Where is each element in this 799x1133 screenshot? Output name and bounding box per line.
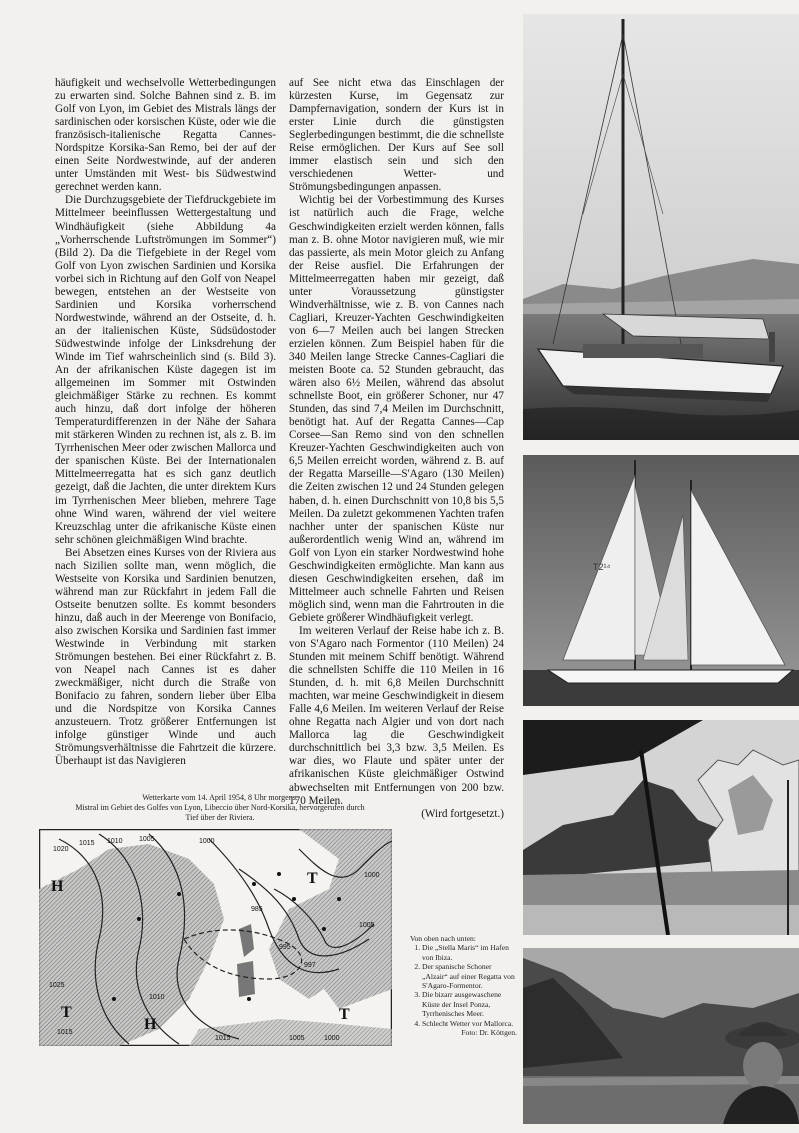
article-paragraph: Bei Absetzen eines Kurses von der Riviera aus nach Sizilien sollte man, wenn möglich, die Westseite von Korsika und Sardinien benutzen, während man zur Rückfahrt in jedem Fall die Ostseite benutzen sollte. Es kommt besonders hinzu, daß auch in der Meerenge von Bonifacio, also zwischen Korsika und Sardinien fast immer Westwinde in Verbindung mit starken Strömungen bestehen. Bei einer Rückfahrt z. B. von Neapel nach Cannes ist es daher zweckmäßiger, nicht durch die Straße von Bonifacio zu fahren, sondern lieber über Elba und die Nordspitze von Korsika Cannes anzusteuern. Trotz größerer Entfernungen ist infolge günstiger Winde und auch Strömungsverhältnisse die Fahrtzeit die kürzere. Überhaupt ist das Navigieren [55,546,276,768]
sardinia-island [237,961,255,997]
photo-captions-list [410,943,517,1028]
low-pressure-symbol: T [61,1004,72,1021]
photo-credit: Foto: Dr. Köttgen. [461,1028,517,1038]
article-paragraph: Wichtig bei der Vorbestimmung des Kurses ist natürlich auch die Frage, welche Geschwindigkeiten erzielt werden können, falls man z. B. ohne Motor navigieren muß, wie mir das passierte, als mein Motor gleich zu Anfang der Reise ausfiel. Die Erfahrungen der Mittelmeerregatten haben mir gezeigt, daß unter Voraussetzung günstigster Windverhältnisse, wie z. B. von Cannes nach Cagliari, Kreuzer-Yachten Geschwindigkeiten von 6—7 Meilen auch bei langen Strecken erzielen können. Zum Beispiel haben für die 340 Meilen lange Strecke Cannes-Cagliari die meisten Boote ca. 52 Stunden gebraucht, das wären also 6½ Meilen, während das absolut schnellste Boot, ein größerer Schoner, nur 47 Stunden, das sind 7,4 Meilen im Durchschnitt, benötigt hat. Auf der Regatta Cannes—Cap Corsee—San Remo sind von den schnellen Kreuzer-Yachten Geschwindigkeiten auch von 6,5 Meilen erreicht worden, während z. B. auf der Regatta Marseille—S'Agaro (130 Meilen) die Zeiten zwischen 12 und 24 Stunden gelegen haben, d. h. einen Durchschnitt von 10,8 bis 5,5 Meilen. Da zuletzt gekommenen Yachten trafen nachher unter der spanischen Küste nur außerordentlich wenig Wind an, während im Golf von Lyon ein starker Nordwestwind hohe Geschwindigkeiten ermöglichte. Man kann aus diesen Geschwindigkeiten ersehen, daß im Mittelmeer auch schnelle Fahrten und Reisen möglich sind, wenn man die Fahrtrouten in die Gebiete größerer Windhäufigkeit verlegt. [289,194,504,624]
high-pressure-symbol: H [51,878,64,895]
photo-caption-item: 4. Schlecht Wetter vor Mallorca. [422,1019,517,1028]
isobar-label: 1005 [359,922,375,929]
photo-caption-item: 3. Die bizarr ausgewaschene Küste der Insel Ponza, Tyrrhenisches Meer. [422,990,517,1018]
photo-schooner-alzair [523,455,799,706]
photo-caption-item: 2. Der spanische Schoner „Alzair“ auf einer Regatta von S'Agaro-Formentor. [422,962,517,990]
isobar-label: 1010 [149,994,165,1001]
photo-yacht-ibiza [523,14,799,440]
weather-map-caption [70,793,370,823]
isobar-label: 1015 [57,1029,73,1036]
weather-map-caption-title: Wetterkarte vom 14. April 1954, 8 Uhr morgens. [142,793,298,802]
ponza-coast-image [523,720,799,935]
continued-note: (Wird fortgesetzt.) [421,807,504,820]
schooner-image [523,455,799,706]
isobar-label: 1005 [289,1035,305,1042]
photo-ponza-coast [523,720,799,935]
isobar-label: 1015 [215,1035,231,1042]
mallorca-weather-image [523,948,799,1124]
low-pressure-symbol: T [307,870,318,887]
isobar-label: 985 [251,906,263,913]
isobar-label: 1015 [79,840,95,847]
isobar-label: 1000 [364,872,380,879]
weather-map-caption-text: Mistral im Gebiet des Golfes von Lyon, Libeccio über Nord-Korsika, hervorgerufen durch Tief über der Riviera. [75,803,365,822]
article-column-2 [289,77,504,821]
high-pressure-symbol: H [144,1016,157,1033]
isobar-label: 1020 [53,846,69,853]
isobar-label: 997 [304,962,316,969]
article-column-1 [55,77,276,768]
isobar-label: 1000 [199,838,215,845]
article-paragraph: häufigkeit und wechselvolle Wetterbedingungen zu erwarten sind. Solche Bahnen sind z. B. im Golf von Lyon, im Gebiet des Mistrals längs der sardinischen oder korsischen Küste, oder wie die französisch-italienische Regatta Cannes-Nordspitze Korsika-San Remo, bei der auf der einen Seite Nordwestwinde, auf der anderen unter Umständen mit West- bis Südwestwind gerechnet werden kann. [55,77,276,194]
isobar-label: 1010 [107,838,123,845]
low-pressure-symbol: T [339,1006,350,1023]
article-paragraph: auf See nicht etwa das Einschlagen der kürzesten Kurse, im Gegensatz zur Dampfernavigation, sondern der Kurs ist in erster Linie durch die günstigsten Seglerbedingungen bestimmt, die die schnellste Reise ermöglichen. Der Kurs auf See soll immer elastisch sein und sich den verschiedenen Wetter- und Strömungsbedingungen anpassen. [289,77,504,194]
article-paragraph: Im weiteren Verlauf der Reise habe ich z. B. von S'Agaro nach Formentor (110 Meilen) 24 Stunden mit meinem Schiff benötigt. Während die schnellsten Schiffe die 110 Meilen in 16 Stunden, d. h. mit 6,8 Meilen Durchschnitt machten, war meine Geschwindigkeit in diesem Falle 4,6 Meilen. Im weiteren Verlauf der Reise ohne Regatta nach Algier und von dort nach Mallorca lag die Geschwindigkeit durchschnittlich bei 3,3 bzw. 3,5 Meilen. Es war dies, wo Flaute und später unter der afrikanischen Küste gleichmäßiger Ostwind abwechselten mit Entfernungen von 200 bzw. 170 Meilen. [289,624,504,807]
photo-caption-item: 1. Die „Stella Maris“ im Hafen von Ibiza. [422,943,517,962]
weather-map-drawing [39,829,392,1046]
sail-number: T2¹⁴ [593,562,611,572]
photo-mallorca-weather [523,948,799,1124]
isobar-label: 995 [279,944,291,951]
weather-map [39,829,392,1046]
isobar-label: 1005 [139,836,155,843]
photo-captions-heading: Von oben nach unten: [410,934,476,943]
isobar-label: 1025 [49,982,65,989]
isobar-label: 1000 [324,1035,340,1042]
photo-captions [410,934,517,1037]
article-paragraph: Die Durchzugsgebiete der Tiefdruckgebiete im Mittelmeer beeinflussen Wettergestaltung und Windhäufigkeit (siehe Abbildung 4a „Vorherrschende Luftströmungen im Sommer“) (Bild 2). Da die Tiefgebiete in der Regel vom Golf von Lyon zwischen Sardinien und Korsika vorbei sich in Richtung auf den Golf von Neapel bewegen, entstehen an der Westseite von Sardinien und Korsika vorherrschend Nordwestwinde, während an der Ostseite, d. h. an der italienischen Küste, Südsüdostoder Südwestwinde infolge der Linksdrehung der Winde im Tief wahrscheinlich sind (s. Bild 3). An der afrikanischen Küste dagegen ist im allgemeinen im Sommer mit Ostwinden gleichmäßiger Stärke zu rechnen. Es kommt auch hinzu, daß dort infolge der höheren Temperaturdifferenzen in der Nähe der Sahara mit stärkeren Winden zu rechnen ist, als z. B. im Tyrrhenischen Meer oder zwischen Mallorca und der spanischen Küste. Bei der Internationalen Mittelmeerregatta hat es sich ganz deutlich gezeigt, daß die Jachten, die unter direktem Kurs im Tyrrhenischen Meer blieben, mehrere Tage ohne Wind waren, während der viel weitere Kreuzschlag unter die afrikanische Küste einen sehr schönen gleichmäßigen Wind brachte. [55,194,276,546]
yacht-harbor-image [523,14,799,440]
